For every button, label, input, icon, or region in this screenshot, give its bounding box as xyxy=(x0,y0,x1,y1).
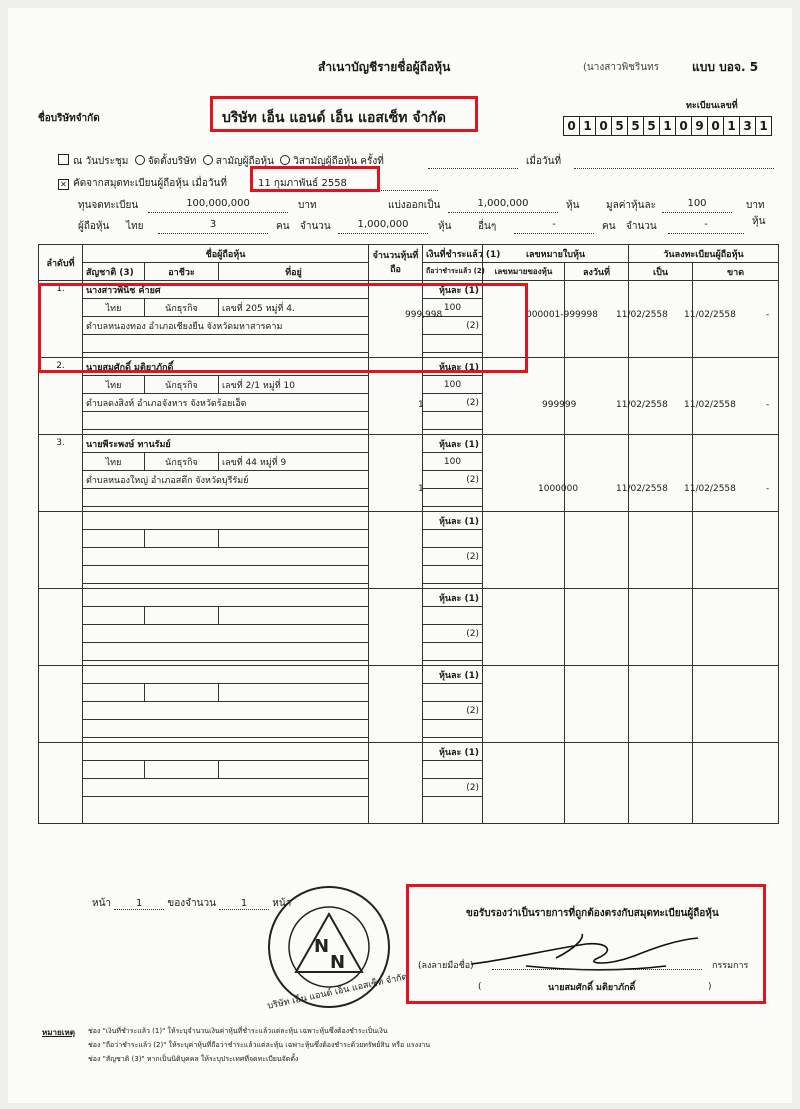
row2-reg-out: - xyxy=(766,400,770,410)
page-info: หน้า 1 ของจำนวน 1 หน้า xyxy=(92,898,292,909)
person-unit: คน xyxy=(276,221,290,232)
reg-digit: 3 xyxy=(739,116,756,136)
table-row: 1. นางสาวพินิช คำยศ หุ้นละ (1) xyxy=(39,281,779,299)
sign-label: (ลงลายมือชื่อ) xyxy=(418,961,474,971)
row3-cert-date: 11/02/2558 xyxy=(616,484,668,494)
registration-number xyxy=(564,116,772,136)
capital-label: ทุนจดทะเบียน xyxy=(78,200,139,211)
reg-digit: 0 xyxy=(595,116,612,136)
par-value: 100 xyxy=(662,198,732,213)
company-label: ชื่อบริษัทจำกัด xyxy=(38,113,100,124)
highlight-register-date xyxy=(250,166,380,192)
row3-cert-no: 1000000 xyxy=(538,484,579,494)
reg-digit: 1 xyxy=(755,116,772,136)
col-cert-header: เลขหมายใบหุ้น xyxy=(483,245,629,263)
row1-reg-out: - xyxy=(766,310,770,320)
note-2: ช่อง "ถือว่าชำระแล้ว (2)" ให้ระบุค่าหุ้นที่ถือว่าชำระแล้วแต่ละหุ้น เฉพาะหุ้นซึ่งต้องชำระด้วยทรัพย์สิน หรือ แรงงาน xyxy=(88,1041,431,1049)
reg-digit: 5 xyxy=(643,116,660,136)
radio-ordinary[interactable] xyxy=(203,155,213,165)
reg-digit: 0 xyxy=(675,116,692,136)
signer-open-paren: ( xyxy=(478,982,482,992)
reg-digit: 5 xyxy=(611,116,628,136)
other-label: อื่นๆ xyxy=(478,221,497,232)
table-row: 2. นายสมศักดิ์ มติยาภักดิ์ หุ้นละ (1) xyxy=(39,358,779,376)
col-paid-sub-header: ถือว่าชำระแล้ว (2) xyxy=(423,263,483,281)
reg-digit: 1 xyxy=(723,116,740,136)
seal-text: บริษัท เอ็น แอนด์ เอ็น แอสเซ็ท จำกัด xyxy=(266,972,409,1012)
reg-digit: 9 xyxy=(691,116,708,136)
reg-digit: 1 xyxy=(659,116,676,136)
share-unit-other: หุ้น xyxy=(752,216,766,227)
col-name-header: ชื่อผู้ถือหุ้น xyxy=(83,245,369,263)
svg-text:N: N xyxy=(330,952,346,973)
meeting-option-line: ณ วันประชุม จัดตั้งบริษัท สามัญผู้ถือหุ้น วิสามัญผู้ถือหุ้น ครั้งที่ xyxy=(58,154,384,169)
reg-label: ทะเบียนเลขที่ xyxy=(686,101,738,111)
col-regdate-header: วันลงทะเบียนผู้ถือหุ้น xyxy=(629,245,779,263)
row1-cert-no: 000001-999998 xyxy=(526,310,598,320)
par-label: มูลค่าหุ้นละ xyxy=(606,200,656,211)
signer-close-paren: ) xyxy=(708,982,712,992)
other-shares: - xyxy=(668,219,744,234)
capital-amount: 100,000,000 xyxy=(148,198,288,213)
row2-reg-in: 11/02/2558 xyxy=(684,400,736,410)
certify-text: ขอรับรองว่าเป็นรายการที่ถูกต้องตรงกับสมุดทะเบียนผู้ถือหุ้น xyxy=(466,908,719,919)
register-option-line: ✕ คัดจากสมุดทะเบียนผู้ถือหุ้น เมื่อวันที่ xyxy=(58,176,227,191)
table-row: ตำบลดงสิงห์ อำเภอจังหาร จังหวัดร้อยเอ็ด (2) xyxy=(39,394,779,412)
thai-shares: 1,000,000 xyxy=(338,219,428,234)
row3-shares: 1 xyxy=(418,484,424,494)
reg-digit: 0 xyxy=(563,116,580,136)
checkbox-meeting[interactable] xyxy=(58,154,69,165)
capital-unit: บาท xyxy=(298,200,317,211)
row3-reg-out: - xyxy=(766,484,770,494)
share-unit-thai: หุ้น xyxy=(438,221,452,232)
note-label: หมายเหตุ xyxy=(42,1028,75,1037)
empty-row: หุ้นละ (1) xyxy=(39,666,779,684)
col-shares-header: จำนวนหุ้นที่ถือ xyxy=(369,245,423,281)
table-row: ไทย นักธุรกิจ เลขที่ 205 หมู่ที่ 4. 100 xyxy=(39,299,779,317)
note-3: ช่อง "สัญชาติ (3)" หากเป็นนิติบุคคล ให้ระบุประเทศที่จดทะเบียนจัดตั้ง xyxy=(88,1055,299,1063)
radio-founding[interactable] xyxy=(135,155,145,165)
thai-count: 3 xyxy=(158,219,268,234)
share-count: 1,000,000 xyxy=(448,198,558,213)
table-row: 3. นายพีระพงษ์ ทานรัมย์ หุ้นละ (1) xyxy=(39,435,779,453)
note-1: ช่อง "เงินที่ชำระแล้ว (1)" ให้ระบุจำนวนเงินค่าหุ้นที่ชำระแล้วแต่ละหุ้น เฉพาะหุ้นซึ่งต้องชำระเป็นเงิน xyxy=(88,1027,388,1035)
other-count: - xyxy=(514,219,594,234)
empty-row: หุ้นละ (1) xyxy=(39,743,779,761)
col-address-header: ที่อยู่ xyxy=(219,263,369,281)
row2-cert-no: 999999 xyxy=(542,400,577,410)
meeting-no-blank xyxy=(428,154,518,169)
thai-label: ไทย xyxy=(126,221,144,232)
register-date: 11 กุมภาพันธ์ 2558 xyxy=(258,176,438,191)
qty-label-other: จำนวน xyxy=(626,221,657,232)
reg-digit: 0 xyxy=(707,116,724,136)
form-code: แบบ บอจ. 5 xyxy=(692,60,759,74)
col-no-header: ลำดับที่ xyxy=(39,245,83,281)
shareholder-table: ลำดับที่ ชื่อผู้ถือหุ้น จำนวนหุ้นที่ถือ เงินที่ชำระแล้ว (1) เลขหมายใบหุ้น วันลงทะเบียนผู้ถือหุ้น สัญชาติ (3) อาชีวะ ที่อยู่ ถือว่าชำระแล้ว (2) เลขหมายของหุ้น ลงวันที่ เป็น ขาด 1. นางสาวพินิช คำยศ หุ้นละ (1) ไทย นักธุรกิจ เลขที่ 205 หมู่ที่ 4. 100 ตำบลหนองทอง อำเภอเชียงยืน จังหวัดมหาสารคาม (2) 2. นายสมศักดิ์ มติยาภักดิ์ หุ้นละ (1) ไทย นักธุรกิจ เลขที่ 2/1 หมู่ที่ 10 100 ตำบลดงสิงห์ อำเภอจังหาร จังหวัดร้อยเอ็ด (2) 3. นายพีระพงษ์ ทานรัมย์ หุ้นละ (1) ไทย นักธุรกิจ เลขที่ 44 หมู่ที่ 9 100 ตำบลหนองใหญ่ อำเภอสตึก จังหวัดบุรีรัมย์ (2) หุ้นละ (1) (2) หุ้นละ (1) (2) หุ้นละ (1) (2) หุ้นละ (1) (2) xyxy=(38,244,779,824)
empty-row: หุ้นละ (1) xyxy=(39,512,779,530)
meeting-date-label: เมื่อวันที่ xyxy=(526,156,562,167)
checkbox-register[interactable]: ✕ xyxy=(58,179,69,190)
radio-extraordinary[interactable] xyxy=(280,155,290,165)
table-row: ไทย นักธุรกิจ เลขที่ 2/1 หมู่ที่ 10 100 xyxy=(39,376,779,394)
director-label: กรรมการ xyxy=(712,961,749,971)
row1-reg-in: 11/02/2558 xyxy=(684,310,736,320)
document-title: สำเนาบัญชีรายชื่อผู้ถือหุ้น xyxy=(318,60,451,74)
empty-row: หุ้นละ (1) xyxy=(39,589,779,607)
person-unit-other: คน xyxy=(602,221,616,232)
split-label: แบ่งออกเป็น xyxy=(388,200,441,211)
table-row: ไทย นักธุรกิจ เลขที่ 44 หมู่ที่ 9 100 xyxy=(39,453,779,471)
company-seal xyxy=(266,886,409,1012)
table-row: ตำบลหนองใหญ่ อำเภอสตึก จังหวัดบุรีรัมย์ (2) xyxy=(39,471,779,489)
share-unit: หุ้น xyxy=(566,200,580,211)
row2-shares: 1 xyxy=(418,400,424,410)
reg-digit: 1 xyxy=(579,116,596,136)
col-certdate-header: ลงวันที่ xyxy=(565,263,629,281)
col-regin-header: เป็น xyxy=(629,263,693,281)
reg-digit: 5 xyxy=(627,116,644,136)
document-page xyxy=(8,8,792,1103)
holders-label: ผู้ถือหุ้น xyxy=(78,221,110,232)
highlight-certification xyxy=(406,884,766,1004)
col-certno-header: เลขหมายของหุ้น xyxy=(483,263,565,281)
row1-shares: 999,998 xyxy=(405,310,443,320)
table-row: ตำบลหนองทอง อำเภอเชียงยืน จังหวัดมหาสารคาม (2) xyxy=(39,317,779,335)
signer-name: นายสมศักดิ์ มติยาภักดิ์ xyxy=(548,983,636,993)
row1-cert-date: 11/02/2558 xyxy=(616,310,668,320)
highlight-first-holder xyxy=(38,283,528,373)
col-regout-header: ขาด xyxy=(693,263,779,281)
col-occupation-header: อาชีวะ xyxy=(145,263,219,281)
highlight-company xyxy=(210,96,478,132)
par-unit: บาท xyxy=(746,200,765,211)
qty-label: จำนวน xyxy=(300,221,331,232)
company-name: บริษัท เอ็น แอนด์ เอ็น แอสเซ็ท จำกัด xyxy=(222,110,446,126)
handwritten-note: (นางสาวพิชรินทร xyxy=(583,62,660,73)
col-paid-header: เงินที่ชำระแล้ว (1) xyxy=(423,245,483,263)
meeting-date-blank xyxy=(574,154,774,169)
col-nationality-header: สัญชาติ (3) xyxy=(83,263,145,281)
row3-reg-in: 11/02/2558 xyxy=(684,484,736,494)
svg-text:N: N xyxy=(314,936,330,957)
row2-cert-date: 11/02/2558 xyxy=(616,400,668,410)
